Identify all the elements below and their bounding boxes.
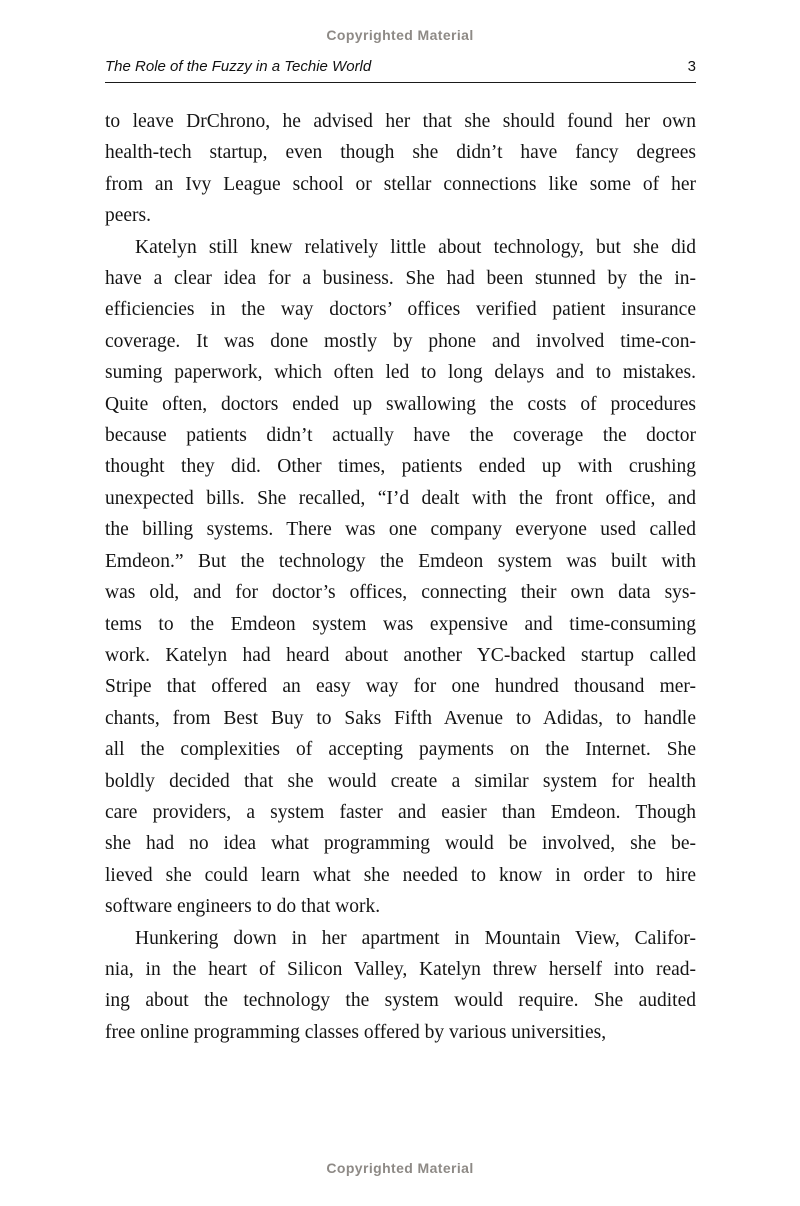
header-rule xyxy=(105,82,696,83)
body-line: unexpected bills. She recalled, “I’d dealt with the front office, and xyxy=(105,487,696,509)
page-body xyxy=(105,106,696,1048)
body-line: Hunkering down in her apartment in Mountain View, Califor- xyxy=(135,927,696,949)
body-line: Quite often, doctors ended up swallowing the costs of procedures xyxy=(105,393,696,415)
body-line: from an Ivy League school or stellar connections like some of her xyxy=(105,173,696,195)
body-line: boldly decided that she would create a similar system for health xyxy=(105,770,696,792)
body-line: thought they did. Other times, patients ended up with crushing xyxy=(105,456,696,478)
body-line: to leave DrChrono, he advised her that she should found her own xyxy=(105,111,696,132)
body-line: all the complexities of accepting payments on the Internet. She xyxy=(105,739,696,761)
body-line: free online programming classes offered by various universities, xyxy=(105,1021,607,1043)
page-number: 3 xyxy=(687,58,696,75)
body-line: Stripe that offered an easy way for one hundred thousand mer- xyxy=(105,676,696,698)
body-line: chants, from Best Buy to Saks Fifth Avenue to Adidas, to handle xyxy=(105,707,696,729)
body-line: tems to the Emdeon system was expensive and time-consuming xyxy=(105,613,696,635)
body-line: was old, and for doctor’s offices, connecting their own data sys- xyxy=(105,582,696,604)
body-line: Katelyn still knew relatively little about technology, but she did xyxy=(135,236,696,258)
body-line: software engineers to do that work. xyxy=(105,896,381,918)
running-header-title: The Role of the Fuzzy in a Techie World xyxy=(105,58,372,75)
running-header xyxy=(105,58,696,75)
body-line: because patients didn’t actually have the coverage the doctor xyxy=(105,425,696,447)
body-line: work. Katelyn had heard about another YC-backed startup called xyxy=(105,644,696,666)
body-line: lieved she could learn what she needed to know in order to hire xyxy=(105,864,696,886)
body-line: suming paperwork, which often led to long delays and to mistakes. xyxy=(105,362,696,384)
body-line: she had no idea what programming would be involved, she be- xyxy=(105,833,696,855)
body-line: coverage. It was done mostly by phone and involved time-con- xyxy=(105,330,696,352)
copyright-notice-bottom: Copyrighted Material xyxy=(326,1160,474,1176)
body-line: Emdeon.” But the technology the Emdeon system was built with xyxy=(105,550,696,572)
body-line: the billing systems. There was one company everyone used called xyxy=(105,519,696,541)
copyright-notice-top: Copyrighted Material xyxy=(326,27,474,43)
body-line: peers. xyxy=(105,205,152,227)
body-line: efficiencies in the way doctors’ offices verified patient insurance xyxy=(105,299,696,321)
body-line: have a clear idea for a business. She had been stunned by the in- xyxy=(105,268,696,290)
body-line: ing about the technology the system would require. She audited xyxy=(105,990,696,1012)
body-line: nia, in the heart of Silicon Valley, Katelyn threw herself into read- xyxy=(105,958,696,980)
body-line: care providers, a system faster and easier than Emdeon. Though xyxy=(105,801,696,823)
body-line: health-tech startup, even though she didn’t have fancy degrees xyxy=(105,142,696,164)
